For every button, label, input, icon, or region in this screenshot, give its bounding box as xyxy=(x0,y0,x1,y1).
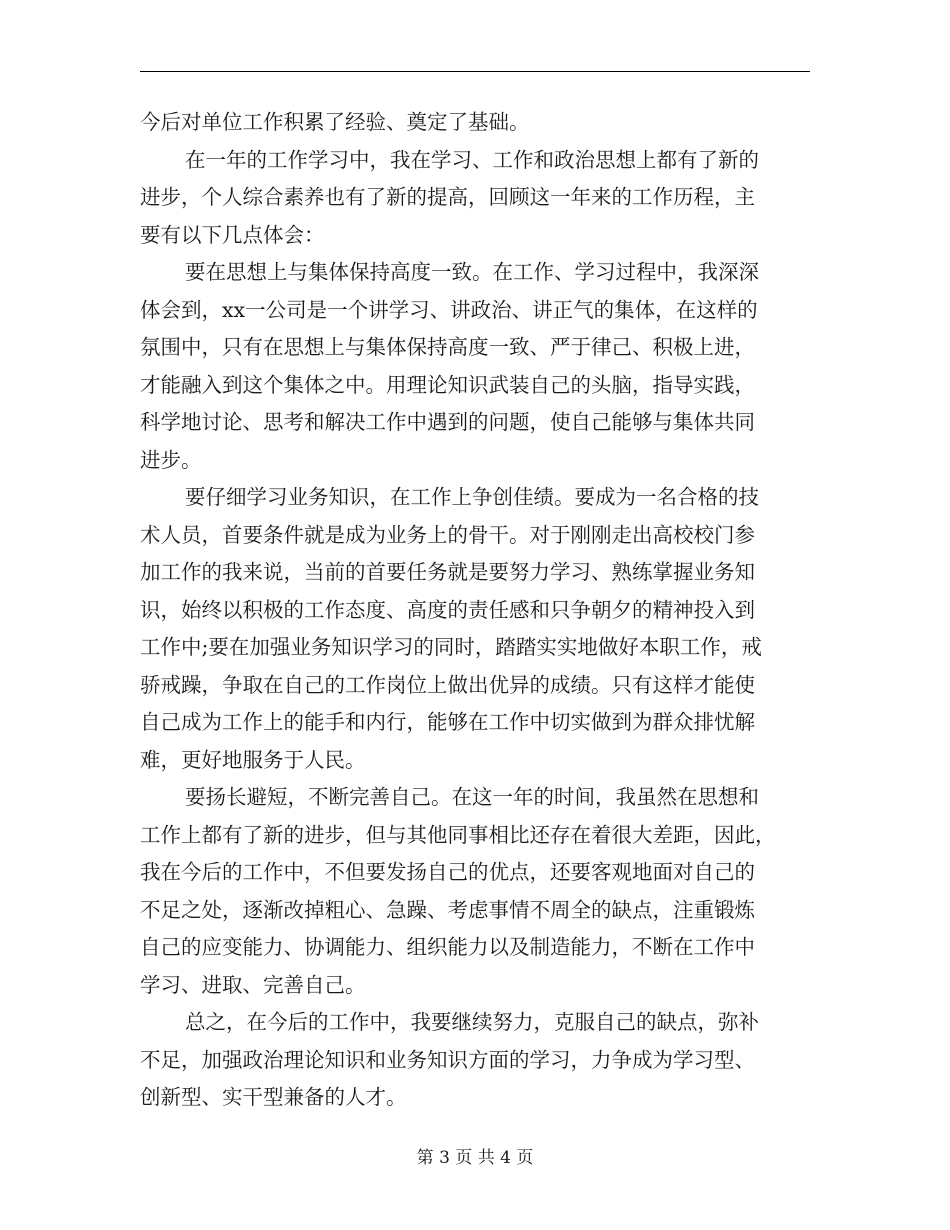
text-line: 识，始终以积极的工作态度、高度的责任感和只争朝夕的精神投入到 xyxy=(140,597,755,622)
text-line: 要扬长避短，不断完善自己。在这一年的时间，我虽然在思想和 xyxy=(185,785,759,809)
page-footer: 第 3 页 共 4 页 xyxy=(416,1148,534,1168)
paragraph-2 xyxy=(140,142,810,255)
text-line: 进步，个人综合素养也有了新的提高，回顾这一年来的工作历程，主 xyxy=(140,185,755,209)
header-rule xyxy=(140,71,810,72)
text-line: 骄戒躁，争取在自己的工作岗位上做出优异的成绩。只有这样才能使 xyxy=(140,672,755,697)
text-line: 科学地讨论、思考和解决工作中遇到的问题，使自己能够与集体共同 xyxy=(140,410,755,434)
paragraph-6 xyxy=(140,1004,810,1117)
text-line: 自己成为工作上的能手和内行，能够在工作中切实做到为群众排忧解 xyxy=(140,710,755,734)
paragraph-5 xyxy=(140,779,810,1004)
text-line: 难，更好地服务于人民。 xyxy=(140,747,366,772)
document-body xyxy=(140,104,810,1117)
text-line: 体会到，xx一公司是一个讲学习、讲政治、讲正气的集体，在这样的 xyxy=(140,297,758,322)
text-line: 工作上都有了新的进步，但与其他同事相比还存在着很大差距，因此， xyxy=(140,822,776,847)
text-line: 术人员，首要条件就是成为业务上的骨干。对于刚刚走出高校校门参 xyxy=(140,522,755,547)
text-line: 进步。 xyxy=(140,447,202,472)
paragraph-1 xyxy=(140,104,810,142)
text-line: 要仔细学习业务知识，在工作上争创佳绩。要成为一名合格的技 xyxy=(185,485,759,509)
text-line: 工作中;要在加强业务知识学习的同时，踏踏实实地做好本职工作，戒 xyxy=(140,635,762,659)
text-line: 我在今后的工作中，不但要发扬自己的优点，还要客观地面对自己的 xyxy=(140,860,755,884)
paragraph-4 xyxy=(140,479,810,779)
text-line: 不足，加强政治理论知识和业务知识方面的学习，力争成为学习型、 xyxy=(140,1047,755,1072)
text-line: 不足之处，逐渐改掉粗心、急躁、考虑事情不周全的缺点，注重锻炼 xyxy=(140,897,755,922)
text-line: 今后对单位工作积累了经验、奠定了基础。 xyxy=(140,110,530,134)
text-line: 总之，在今后的工作中，我要继续努力，克服自己的缺点，弥补 xyxy=(185,1010,759,1034)
text-line: 要在思想上与集体保持高度一致。在工作、学习过程中，我深深 xyxy=(185,260,759,284)
text-line: 才能融入到这个集体之中。用理论知识武装自己的头脑，指导实践， xyxy=(140,372,755,397)
text-line: 在一年的工作学习中，我在学习、工作和政治思想上都有了新的 xyxy=(185,147,759,172)
text-line: 自己的应变能力、协调能力、组织能力以及制造能力，不断在工作中 xyxy=(140,935,755,959)
text-line: 创新型、实干型兼备的人才。 xyxy=(140,1085,407,1109)
text-line: 学习、进取、完善自己。 xyxy=(140,972,366,997)
text-line: 氛围中，只有在思想上与集体保持高度一致、严于律己、积极上进， xyxy=(140,335,755,359)
text-line: 要有以下几点体会： xyxy=(140,222,325,247)
text-line: 加工作的我来说，当前的首要任务就是要努力学习、熟练掌握业务知 xyxy=(140,560,755,584)
paragraph-3 xyxy=(140,254,810,479)
